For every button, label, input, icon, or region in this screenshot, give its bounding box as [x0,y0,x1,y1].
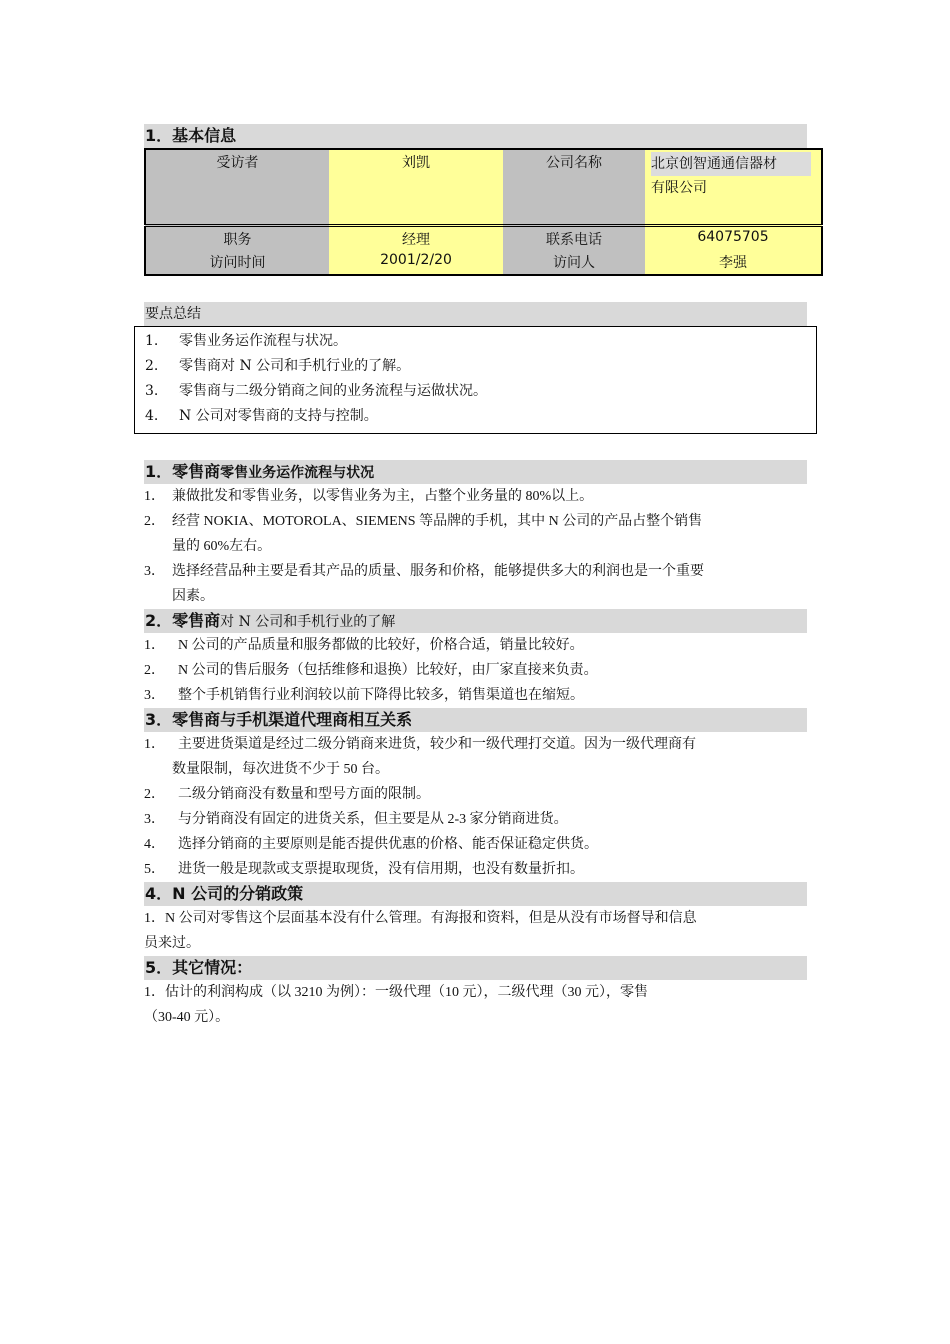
visit-time-value: 2001/2/20 [329,251,503,275]
interviewee-label: 受访者 [145,149,329,226]
phone-label: 联系电话 [503,226,645,252]
list-item: 2． 经营 NOKIA、MOTOROLA、SIEMENS 等品牌的手机，其中 N 公司的产品占整个销售 [144,514,703,529]
section-5-heading: 5．其它情况： [144,956,807,980]
list-item: 3． 与分销商没有固定的进货关系，但主要是从 2-3 家分销商进货。 [144,812,568,827]
interviewee-value: 刘凯 [329,149,503,226]
company-value [645,149,822,226]
list-item: 1． 主要进货渠道是经过二级分销商来进货，较少和一级代理打交道。因为一级代理商有 [144,737,696,752]
summary-item: 2. 零售商对 N 公司和手机行业的了解。 [145,358,411,374]
paragraph-line: 员来过。 [144,936,200,951]
list-item-continuation: 因素。 [172,589,214,604]
list-item: 3． 整个手机销售行业利润较以前下降得比较多，销售渠道也在缩短。 [144,688,584,703]
section-1-heading: 1．零售商零售业务运作流程与状况 [144,460,807,484]
list-item-continuation: 量的 60%左右。 [172,539,272,554]
section-4-heading: 4．N 公司的分销政策 [144,882,807,906]
list-item: 3． 选择经营品种主要是看其产品的质量、服务和价格，能够提供多大的利润也是一个重要 [144,564,704,579]
paragraph-line: 1．估计的利润构成（以 3210 为例）：一级代理（10 元），二级代理（30 元），零售 [144,985,648,1000]
company-name-line1: 北京创智通通信器材 [651,152,811,176]
list-item: 2． N 公司的售后服务（包括维修和退换）比较好，由厂家直接来负责。 [144,663,598,678]
visitor-value: 李强 [645,251,822,275]
paragraph-line: 1．N 公司对零售这个层面基本没有什么管理。有海报和资料，但是从没有市场督导和信息 [144,911,697,926]
list-item: 4． 选择分销商的主要原则是能否提供优惠的价格、能否保证稳定供货。 [144,837,598,852]
basic-info-heading: 1．基本信息 [144,124,807,148]
section-3-heading: 3．零售商与手机渠道代理商相互关系 [144,708,807,732]
section-2-heading: 2．零售商对 N 公司和手机行业的了解 [144,609,807,633]
phone-value: 64075705 [645,226,822,252]
basic-info-table [144,148,823,276]
summary-heading: 要点总结 [144,302,807,326]
summary-item: 1. 零售业务运作流程与状况。 [145,333,347,349]
list-item-continuation: 数量限制，每次进货不少于 50 台。 [172,762,389,777]
paragraph-line: （30-40 元）。 [144,1010,230,1025]
document-page [144,124,807,1030]
list-item: 5． 进货一般是现款或支票提取现货，没有信用期，也没有数量折扣。 [144,862,584,877]
list-item: 2． 二级分销商没有数量和型号方面的限制。 [144,787,430,802]
list-item: 1． 兼做批发和零售业务，以零售业务为主，占整个业务量的 80%以上。 [144,489,594,504]
visitor-label: 访问人 [503,251,645,275]
position-label: 职务 [145,226,329,252]
company-name-line2: 有限公司 [651,180,707,196]
position-value: 经理 [329,226,503,252]
summary-item: 3. 零售商与二级分销商之间的业务流程与运做状况。 [145,383,487,399]
company-label: 公司名称 [503,149,645,226]
visit-time-label: 访问时间 [145,251,329,275]
summary-item: 4. N 公司对零售商的支持与控制。 [145,408,378,424]
summary-box [134,326,817,434]
list-item: 1． N 公司的产品质量和服务都做的比较好，价格合适，销量比较好。 [144,638,584,653]
